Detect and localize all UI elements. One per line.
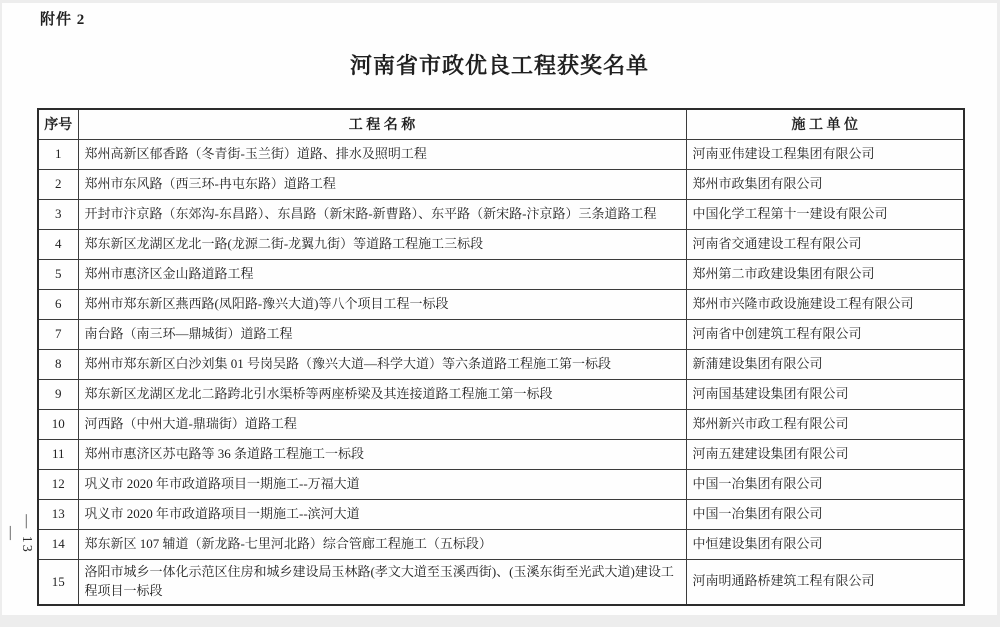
project-name-cell: 郑州市郑东新区白沙刘集 01 号岗吴路（豫兴大道—科学大道）等六条道路工程施工第一标段 xyxy=(78,349,686,379)
row-number-cell: 10 xyxy=(38,409,78,439)
company-name-cell: 河南国基建设集团有限公司 xyxy=(686,379,964,409)
project-name-cell: 河西路（中州大道-鼎瑞街）道路工程 xyxy=(78,409,686,439)
table-row xyxy=(38,469,964,499)
attachment-label: 附件 2 xyxy=(40,12,86,28)
project-name-cell: 洛阳市城乡一体化示范区住房和城乡建设局玉林路(孝文大道至玉溪西街)、(玉溪东街至光武大道)建设工程项目一标段 xyxy=(78,559,686,605)
project-name-cell: 巩义市 2020 年市政道路项目一期施工--万福大道 xyxy=(78,469,686,499)
table-row xyxy=(38,289,964,319)
page-title: 河南省市政优良工程获奖名单 xyxy=(349,53,649,78)
table-row xyxy=(38,379,964,409)
project-name-cell: 郑州高新区郁香路（冬青街-玉兰街）道路、排水及照明工程 xyxy=(78,139,686,169)
table-body xyxy=(38,139,964,605)
table-row xyxy=(38,499,964,529)
document-page xyxy=(2,3,997,615)
row-number-cell: 1 xyxy=(38,139,78,169)
row-number-cell: 4 xyxy=(38,229,78,259)
table-row xyxy=(38,349,964,379)
project-name-cell: 巩义市 2020 年市政道路项目一期施工--滨河大道 xyxy=(78,499,686,529)
project-name-cell: 郑东新区 107 辅道（新龙路-七里河北路）综合管廊工程施工（五标段） xyxy=(78,529,686,559)
company-name-cell: 河南明通路桥建筑工程有限公司 xyxy=(686,559,964,605)
row-number-cell: 11 xyxy=(38,439,78,469)
project-name-cell: 南台路（南三环—鼎城街）道路工程 xyxy=(78,319,686,349)
company-name-cell: 中国化学工程第十一建设有限公司 xyxy=(686,199,964,229)
company-name-cell: 河南省中创建筑工程有限公司 xyxy=(686,319,964,349)
row-number-cell: 6 xyxy=(38,289,78,319)
project-name-cell: 郑州市惠济区苏屯路等 36 条道路工程施工一标段 xyxy=(78,439,686,469)
row-number-cell: 14 xyxy=(38,529,78,559)
company-name-cell: 中国一冶集团有限公司 xyxy=(686,469,964,499)
row-number-cell: 7 xyxy=(38,319,78,349)
awards-table xyxy=(37,108,965,606)
table-row xyxy=(38,199,964,229)
row-number-cell: 12 xyxy=(38,469,78,499)
company-name-cell: 中国一冶集团有限公司 xyxy=(686,499,964,529)
page-number: — 13 — xyxy=(3,514,34,554)
company-name-cell: 河南省交通建设工程有限公司 xyxy=(686,229,964,259)
row-number-cell: 5 xyxy=(38,259,78,289)
table-row xyxy=(38,559,964,605)
table-row xyxy=(38,319,964,349)
company-name-cell: 河南亚伟建设工程集团有限公司 xyxy=(686,139,964,169)
table-header-row xyxy=(38,109,964,139)
table-row xyxy=(38,259,964,289)
company-name-cell: 郑州第二市政建设集团有限公司 xyxy=(686,259,964,289)
header-no: 序号 xyxy=(38,109,78,139)
row-number-cell: 9 xyxy=(38,379,78,409)
table-row xyxy=(38,169,964,199)
table-row xyxy=(38,439,964,469)
project-name-cell: 郑州市郑东新区燕西路(凤阳路-豫兴大道)等八个项目工程一标段 xyxy=(78,289,686,319)
row-number-cell: 15 xyxy=(38,559,78,605)
company-name-cell: 新蒲建设集团有限公司 xyxy=(686,349,964,379)
company-name-cell: 郑州市兴隆市政设施建设工程有限公司 xyxy=(686,289,964,319)
table-row xyxy=(38,139,964,169)
company-name-cell: 中恒建设集团有限公司 xyxy=(686,529,964,559)
project-name-cell: 郑东新区龙湖区龙北一路(龙源二街-龙翼九街）等道路工程施工三标段 xyxy=(78,229,686,259)
row-number-cell: 8 xyxy=(38,349,78,379)
table-row xyxy=(38,529,964,559)
project-name-cell: 开封市汴京路（东郊沟-东昌路）、东昌路（新宋路-新曹路）、东平路（新宋路-汴京路）三条道路工程 xyxy=(78,199,686,229)
header-company: 施 工 单 位 xyxy=(686,109,964,139)
company-name-cell: 郑州新兴市政工程有限公司 xyxy=(686,409,964,439)
table-row xyxy=(38,409,964,439)
row-number-cell: 13 xyxy=(38,499,78,529)
row-number-cell: 2 xyxy=(38,169,78,199)
project-name-cell: 郑州市东风路（西三环-冉屯东路）道路工程 xyxy=(78,169,686,199)
table-row xyxy=(38,229,964,259)
project-name-cell: 郑州市惠济区金山路道路工程 xyxy=(78,259,686,289)
project-name-cell: 郑东新区龙湖区龙北二路跨北引水渠桥等两座桥梁及其连接道路工程施工第一标段 xyxy=(78,379,686,409)
company-name-cell: 郑州市政集团有限公司 xyxy=(686,169,964,199)
company-name-cell: 河南五建建设集团有限公司 xyxy=(686,439,964,469)
header-project: 工 程 名 称 xyxy=(78,109,686,139)
row-number-cell: 3 xyxy=(38,199,78,229)
